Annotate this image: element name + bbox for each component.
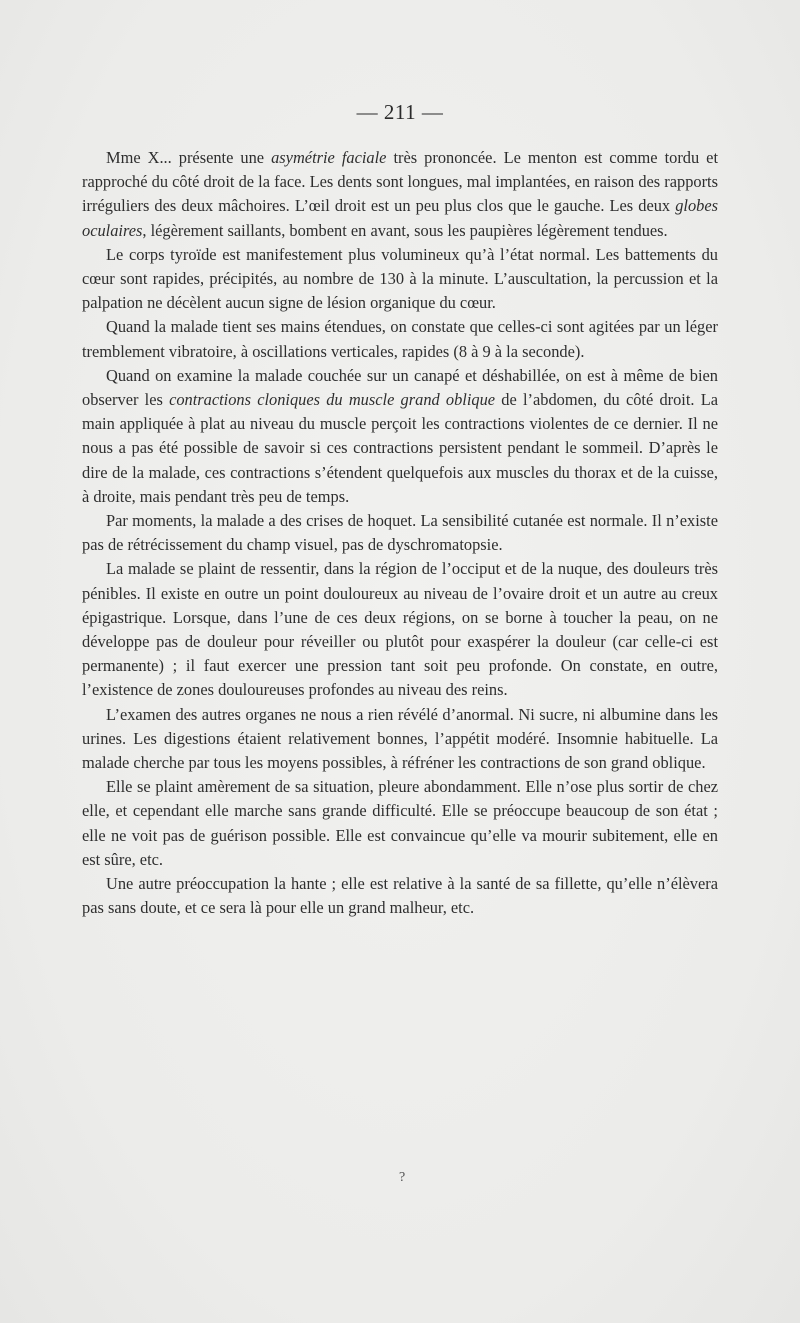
italic-text: contractions cloniques du muscle grand oblique (169, 390, 496, 410)
text-run: , légèrement saillants, bombent en avant, sous les paupières légèrement tendues. (142, 220, 668, 240)
text-run: L’examen des autres organes ne nous a rien révélé d’anormal. Ni sucre, ni albumine dans les urines. Les digestions étaient relativement bonnes, l’appétit modéré. Insomnie habituelle. La malade cherche par tous les moyens possibles, à réfréner les contractions de son grand oblique. (82, 704, 718, 773)
paragraph (82, 872, 718, 920)
paragraph (82, 775, 718, 872)
page-number: — 211 — (356, 100, 444, 124)
text-run: Le corps tyroïde est manifestement plus volumineux qu’à l’état normal. Les battements du cœur sont rapides, précipités, au nombre de 130 à la minute. L’auscultation, la percussion et la palpation ne décèlent aucun signe de lésion organique du cœur. (82, 244, 718, 313)
text-run: La malade se plaint de ressentir, dans la région de l’occiput et de la nuque, des douleurs très pénibles. Il existe en outre un point douloureux au niveau de l’ovaire droit et un autre au creux épigastrique. Lorsque, dans l’une de ces deux régions, on se borne à toucher la peau, on ne développe pas de douleur pour réveiller ou plutôt pour exaspérer la douleur (car celle-ci est permanente) ; il faut exercer une pression tant soit peu profonde. On constate, en outre, l’existence de zones douloureuses profondes au niveau des reins. (82, 559, 718, 700)
paragraph (82, 146, 718, 243)
paragraph (82, 557, 718, 702)
paragraph (82, 703, 718, 776)
text-run: de l’abdomen, du côté droit. La main appliquée à plat au niveau du muscle perçoit les contractions violentes de ce dernier. Il ne nous a pas été possible de savoir si ces contractions persistent pendant le sommeil. D’après le dire de la malade, ces contractions s’étendent quelquefois aux muscles du thorax et de la cuisse, à droite, mais pendant très peu de temps. (82, 390, 718, 506)
text-run: Par moments, la malade a des crises de hoquet. La sensibilité cutanée est normale. Il n’existe pas de rétrécissement du champ visuel, pas de dyschromatopsie. (82, 511, 718, 555)
paragraph (82, 509, 718, 557)
text-run: Quand on examine la malade couchée sur un canapé et déshabillée, on est à même de bien observer les (82, 365, 718, 410)
text-run: très prononcée. Le menton est comme tordu et rapproché du côté droit de la face. Les dents sont longues, mal implantées, en raison des rapports irréguliers des deux mâchoires. L’œil droit est un peu plus clos que le gauche. Les deux (82, 148, 719, 216)
text-run: Mme X... présente une (106, 148, 272, 167)
text-run: Une autre préoccupation la hante ; elle est relative à la santé de sa fillette, qu’elle n’élèvera pas sans doute, et ce sera là pour elle un grand malheur, etc. (82, 874, 718, 918)
paragraph (82, 315, 718, 363)
italic-text: asymétrie faciale (271, 148, 387, 167)
stray-mark: ? (399, 1170, 406, 1185)
italic-text: globes oculaires (82, 196, 718, 240)
body-text (82, 146, 718, 921)
paragraph (82, 243, 718, 316)
text-run: Quand la malade tient ses mains étendues, on constate que celles-ci sont agitées par un léger tremblement vibratoire, à oscillations verticales, rapides (8 à 9 à la seconde). (82, 317, 718, 361)
text-run: Elle se plaint amèrement de sa situation, pleure abondamment. Elle n’ose plus sortir de chez elle, et cependant elle marche sans grande difficulté. Elle se préoccupe beaucoup de son état ; elle ne voit pas de guérison possible. Elle est convaincue qu’elle va mourir subitement, elle en est sûre, etc. (82, 777, 718, 869)
paragraph (82, 364, 718, 509)
